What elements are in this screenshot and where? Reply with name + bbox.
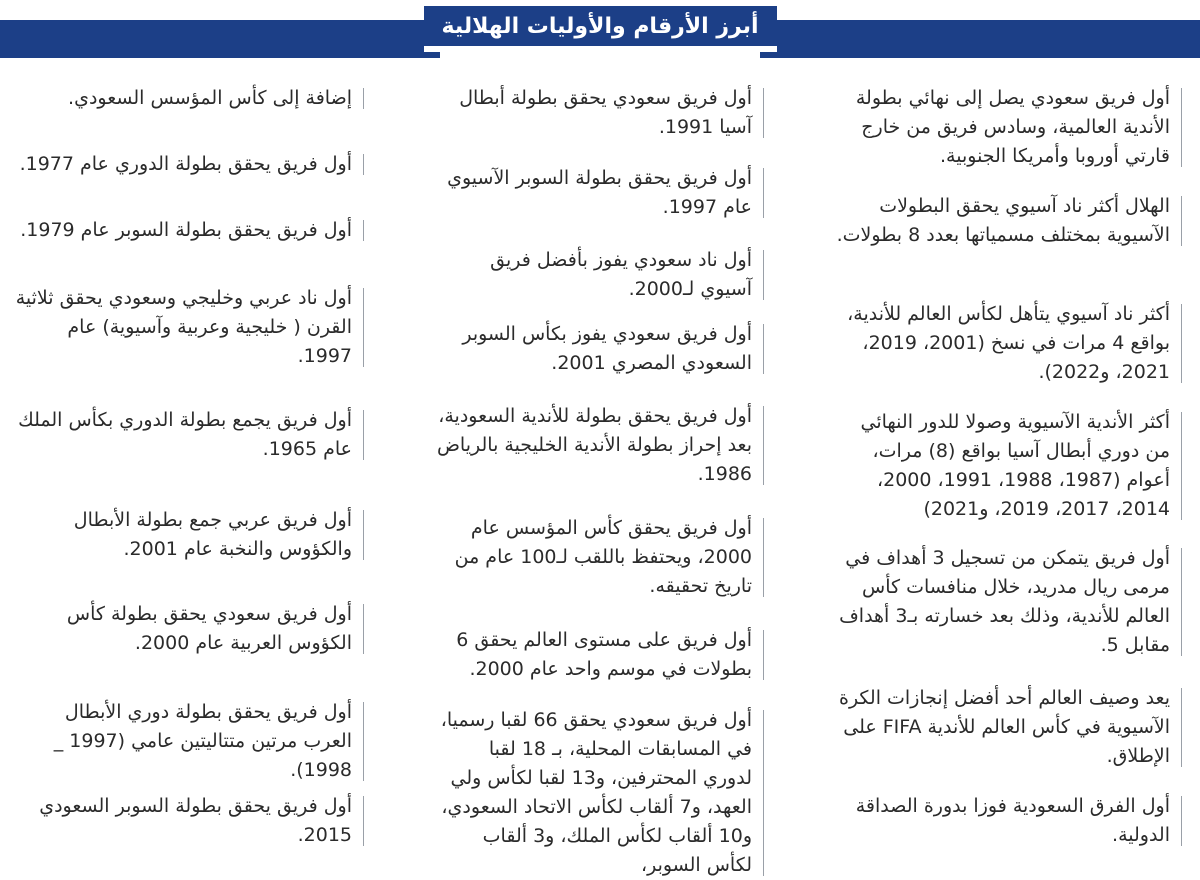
page-title: أبرز الأرقام والأوليات الهلالية (424, 6, 777, 52)
fact-item: أكثر ناد آسيوي يتأهل لكأس العالم للأندية، بواقع 4 مرات في نسخ (2001، 2019، 2021، و2022). (832, 300, 1182, 387)
header (0, 0, 1200, 58)
fact-item: أول فريق يحقق بطولة الدوري عام 1977. (14, 150, 364, 179)
fact-item: أول فريق يحقق بطولة السوبر الآسيوي عام 1997. (434, 164, 764, 222)
fact-item: أول فريق يحقق كأس المؤسس عام 2000، ويحتفظ باللقب لـ100 عام من تاريخ تحقيقه. (434, 514, 764, 601)
header-title-box (440, 0, 760, 58)
fact-item: أكثر الأندية الآسيوية وصولا للدور النهائي من دوري أبطال آسيا بواقع (8) مرات، أعوام (1987، 1988، 1991، 2000، 2014، 2017، 2019، و2021) (832, 408, 1182, 524)
fact-item: أول فريق على مستوى العالم يحقق 6 بطولات في موسم واحد عام 2000. (434, 626, 764, 684)
header-bar-left (0, 20, 440, 58)
content (0, 58, 1200, 876)
fact-item: أول فريق سعودي يحقق بطولة أبطال آسيا 1991. (434, 84, 764, 142)
fact-item: يعد وصيف العالم أحد أفضل إنجازات الكرة الآسيوية في كأس العالم للأندية FIFA على الإطلاق. (832, 684, 1182, 771)
fact-item: أول الفرق السعودية فوزا بدورة الصداقة الدولية. (832, 792, 1182, 850)
fact-item: أول فريق عربي جمع بطولة الأبطال والكؤوس والنخبة عام 2001. (14, 506, 364, 564)
fact-item: أول فريق سعودي يحقق بطولة كأس الكؤوس العربية عام 2000. (14, 600, 364, 658)
fact-item: أول فريق يحقق بطولة السوبر السعودي 2015. (14, 792, 364, 850)
fact-item: أول فريق يحقق بطولة للأندية السعودية، بعد إحراز بطولة الأندية الخليجية بالرياض 1986. (434, 402, 764, 489)
fact-item: أول فريق يحقق بطولة السوبر عام 1979. (14, 216, 364, 245)
fact-item: الهلال أكثر ناد آسيوي يحقق البطولات الآسيوية بمختلف مسمياتها بعدد 8 بطولات. (832, 192, 1182, 250)
fact-item: أول فريق سعودي يصل إلى نهائي بطولة الأندية العالمية، وسادس فريق من خارج قارتي أوروبا وأمريكا الجنوبية. (832, 84, 1182, 171)
fact-item: إضافة إلى كأس المؤسس السعودي. (14, 84, 364, 113)
fact-item: أول فريق يتمكن من تسجيل 3 أهداف في مرمى ريال مدريد، خلال منافسات كأس العالم للأندية، وذلك بعد خسارته بـ3 أهداف مقابل 5. (832, 544, 1182, 660)
fact-item: أول ناد سعودي يفوز بأفضل فريق آسيوي لـ2000. (434, 246, 764, 304)
fact-item: أول فريق سعودي يحقق 66 لقبا رسميا، في المسابقات المحلية، بـ 18 لقبا لدوري المحترفين، و13 لقبا لكأس ولي العهد، و7 ألقاب لكأس الاتحاد السعودي، و10 ألقاب لكأس الملك، و3 ألقاب لكأس السوبر، (434, 706, 764, 880)
fact-item: أول فريق يحقق بطولة دوري الأبطال العرب مرتين متتاليتين عامي (1997 _ 1998). (14, 698, 364, 785)
fact-item: أول فريق يجمع بطولة الدوري بكأس الملك عام 1965. (14, 406, 364, 464)
header-bar-right (760, 20, 1200, 58)
fact-item: أول ناد عربي وخليجي وسعودي يحقق ثلاثية القرن ( خليجية وعربية وآسيوية) عام 1997. (14, 284, 364, 371)
fact-item: أول فريق سعودي يفوز بكأس السوبر السعودي المصري 2001. (434, 320, 764, 378)
